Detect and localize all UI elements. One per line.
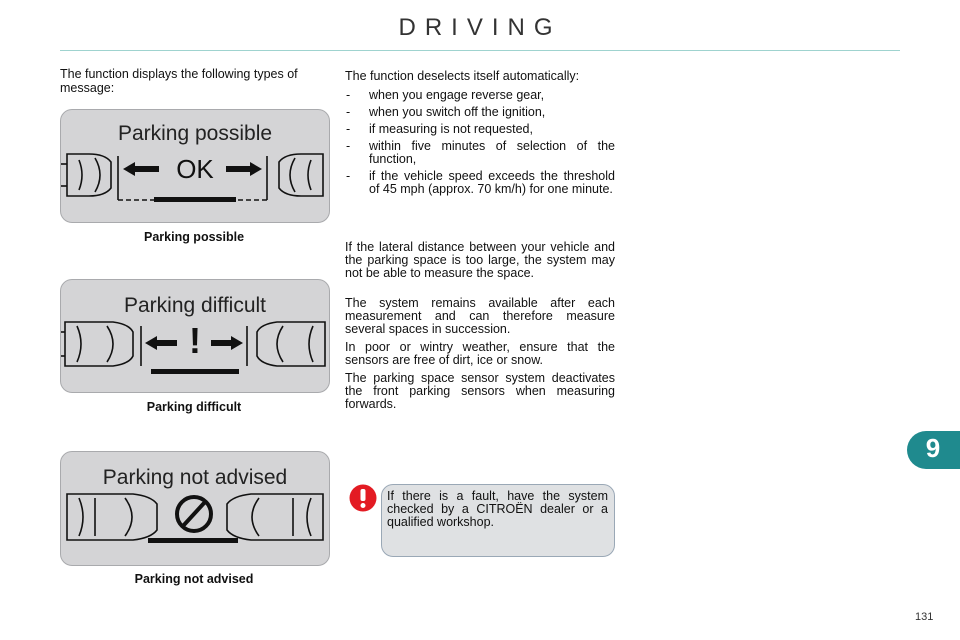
list-item-text: when you switch off the ignition,	[369, 105, 546, 119]
list-item-text: within five minutes of selection of the function,	[369, 139, 615, 166]
list-item-text: when you engage reverse gear,	[369, 88, 545, 102]
availability-paragraph: The system remains available after each measurement and can therefore measure several spaces in succession.	[345, 296, 615, 336]
lateral-distance-paragraph: If the lateral distance between your vehicle and the parking space is too large, the system may not be able to measure the space.	[345, 239, 615, 280]
bullet-marker: -	[346, 139, 351, 153]
list-item	[345, 170, 615, 196]
header-divider	[60, 50, 900, 51]
availability-section	[345, 297, 615, 411]
weather-paragraph: In poor or wintry weather, ensure that the sensors are free of dirt, ice or snow.	[345, 340, 615, 367]
no-entry-icon	[177, 497, 211, 531]
bullet-marker: -	[346, 169, 351, 183]
exclamation-warning-icon	[349, 484, 377, 512]
front-car-icon	[227, 494, 323, 540]
exclamation-symbol: !	[189, 320, 201, 361]
parking-not-advised-illustration	[61, 452, 329, 565]
chapter-number: 9	[925, 433, 941, 463]
panel-title-not-advised: Parking not advised	[102, 466, 288, 489]
page-title: DRIVING	[398, 14, 562, 41]
deselect-section	[345, 70, 615, 200]
ok-symbol: OK	[176, 154, 214, 184]
fault-note-text: If there is a fault, have the system checked by a CITROËN dealer or a qualified workshop.	[387, 489, 608, 529]
space-bar	[151, 369, 239, 374]
bullet-marker: -	[346, 105, 351, 119]
list-item-text: if measuring is not requested,	[369, 122, 533, 136]
list-item	[345, 140, 615, 166]
space-bar	[148, 538, 238, 543]
parking-not-advised-panel	[60, 451, 330, 566]
caption-parking-difficult: Parking difficult	[146, 400, 242, 414]
panel-title-possible: Parking possible	[117, 122, 273, 145]
caption-parking-possible: Parking possible	[143, 230, 245, 244]
fault-note-box	[381, 484, 615, 557]
list-item	[345, 123, 615, 136]
sensors-paragraph: The parking space sensor system deactivates the front parking sensors when measuring forwards.	[345, 371, 615, 411]
rear-car-icon	[67, 494, 157, 540]
caption-parking-not-advised: Parking not advised	[134, 572, 254, 586]
panel-title-difficult: Parking difficult	[123, 294, 267, 317]
bullet-marker: -	[346, 88, 351, 102]
list-item	[345, 89, 615, 102]
space-bar	[154, 197, 236, 202]
list-item-text: if the vehicle speed exceeds the threshold of 45 mph (approx. 70 km/h) for one minute.	[369, 169, 615, 196]
deselect-conditions-list	[345, 89, 615, 196]
parking-difficult-panel	[60, 279, 330, 393]
parking-possible-panel	[60, 109, 330, 223]
bullet-marker: -	[346, 122, 351, 136]
intro-text: The function displays the following types of message:	[60, 67, 298, 95]
list-item	[345, 106, 615, 119]
page-number: 131	[915, 611, 934, 623]
deselect-intro: The function deselects itself automatically:	[345, 69, 580, 83]
